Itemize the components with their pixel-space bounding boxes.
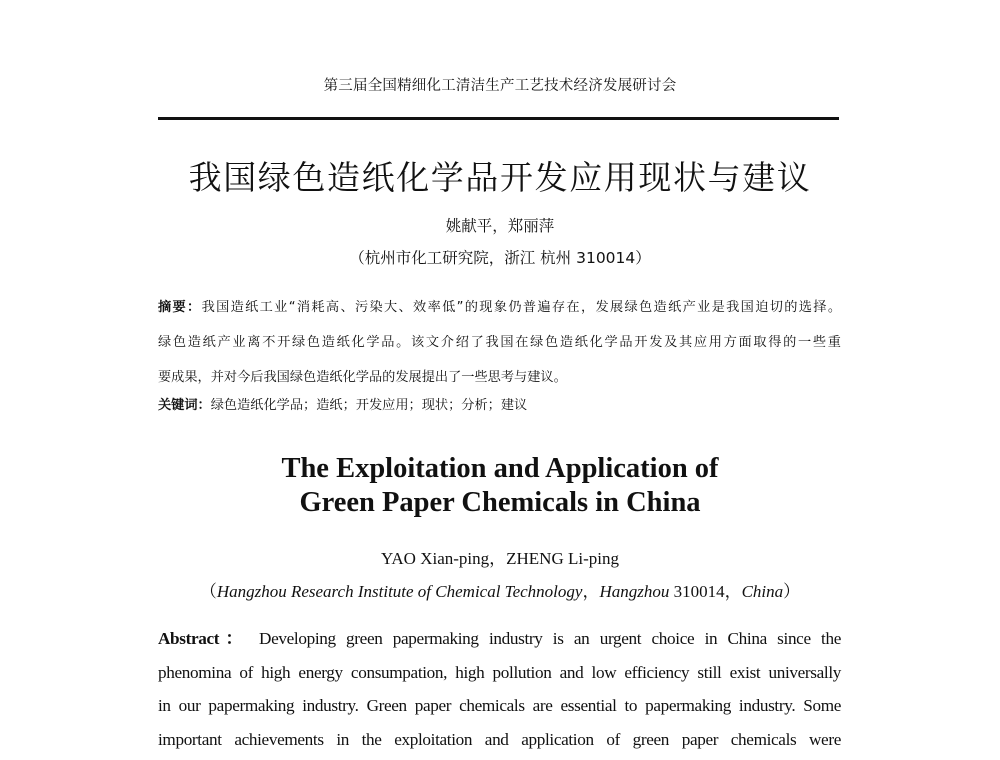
english-abstract-line-2: phenomina of high energy consumpation, high pollution and low efficiency still exist universally — [158, 662, 841, 682]
chinese-abstract-line-2: 绿色造纸产业离不开绿色造纸化学品。该文介绍了我国在绿色造纸化学品开发及其应用方面取得的一些重 — [158, 335, 841, 350]
english-title — [0, 452, 1000, 520]
english-affiliation-country: China — [741, 582, 784, 601]
chinese-title: 我国绿色造纸化学品开发应用现状与建议 — [188, 158, 812, 197]
conference-header: 第三届全国精细化工清洁生产工艺技术经济发展研讨会 — [323, 78, 677, 94]
english-abstract-line-3: in our papermaking industry. Green paper chemicals are essential to papermaking industry. Some — [158, 696, 841, 715]
chinese-affiliation: （杭州市化工研究院，浙江 杭州 310014） — [349, 249, 651, 267]
chinese-abstract-line-3: 要成果，并对今后我国绿色造纸化学品的发展提出了一些思考与建议。 — [158, 370, 567, 385]
english-affiliation: （Hangzhou Research Institute of Chemical Technology，Hangzhou 310014，China） — [199, 582, 801, 601]
english-affiliation-city: Hangzhou — [599, 582, 670, 601]
english-authors: YAO Xian-ping，ZHENG Li-ping — [381, 549, 619, 568]
chinese-keywords-text: 绿色造纸化学品；造纸；开发应用；现状；分析；建议 — [210, 398, 528, 413]
chinese-abstract — [158, 290, 841, 395]
chinese-abstract-label: 摘要： — [158, 300, 202, 315]
chinese-abstract-line-1: 摘要：我国造纸工业“消耗高、污染大、效率低”的现象仍普遍存在，发展绿色造纸产业是我国迫切的选择。 — [158, 300, 842, 315]
english-abstract-line-1: Abstract： Developing green papermaking industry is an urgent choice in China since the — [158, 629, 842, 648]
english-abstract-label: Abstract： — [158, 629, 249, 648]
chinese-keywords — [158, 394, 527, 413]
english-title-line-1: The Exploitation and Application of — [281, 453, 719, 484]
english-abstract — [158, 622, 841, 756]
chinese-authors: 姚献平，郑丽萍 — [445, 217, 555, 235]
english-abstract-line-4: important achievements in the exploitation and application of green paper chemicals were — [158, 729, 841, 749]
english-title-line-2: Green Paper Chemicals in China — [299, 487, 701, 518]
chinese-keywords-label: 关键词： — [158, 398, 211, 413]
english-affiliation-zip: 310014， — [669, 582, 742, 601]
header-rule — [158, 117, 839, 120]
english-affiliation-institute: Hangzhou Research Institute of Chemical Technology — [216, 582, 583, 601]
